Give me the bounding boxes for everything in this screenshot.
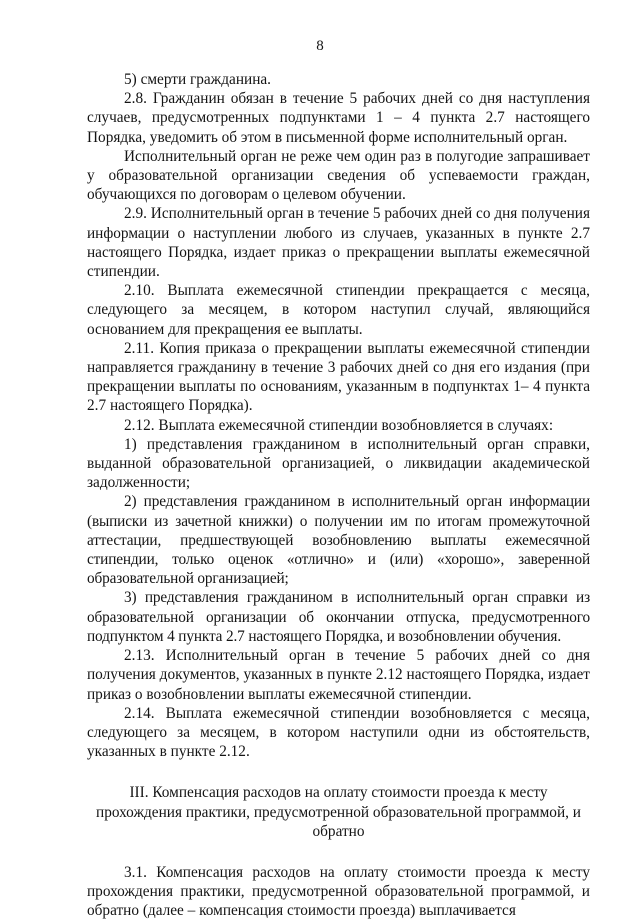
section-heading: III. Компенсация расходов на оплату стоимости проезда к месту прохождения практики, предусмотренной образовательной программой, и обратно bbox=[96, 784, 581, 840]
paragraph: 2) представления гражданином в исполнительный орган информации (выписки из зачетной книжки) о получении им по итогам промежуточной аттестации, предшествующей возобновлению выплаты ежемесячной стипендии, только оценок «отлично» и (или) «хорошо», заверенной образовательной организацией; bbox=[87, 493, 590, 588]
paragraph: 2.9. Исполнительный орган в течение 5 рабочих дней со дня получения информации о наступлении любого из случаев, указанных в пункте 2.7 настоящего Порядка, издает приказ о прекращении выплаты ежемесячной стипендии. bbox=[87, 205, 590, 281]
paragraph: 2.14. Выплата ежемесячной стипендии возобновляется с месяца, следующего за месяцем, в котором наступили одни из обстоятельств, указанных в пункте 2.12. bbox=[87, 704, 590, 761]
paragraph: 1) представления гражданином в исполнительный орган справки, выданной образовательной организацией, о ликвидации академической задолженности; bbox=[87, 435, 590, 492]
page-number: 8 bbox=[316, 38, 324, 54]
paragraph: 2.11. Копия приказа о прекращении выплаты ежемесячной стипендии направляется гражданину в течение 3 рабочих дней со дня его издания (при прекращении выплаты по основаниям, указанным в подпунктах 1– 4 пункта 2.7 настоящего Порядка). bbox=[87, 339, 590, 415]
paragraph: Исполнительный орган не реже чем один раз в полугодие запрашивает у образовательной организации сведения об успеваемости граждан, обучающихся по договорам о целевом обучении. bbox=[87, 147, 590, 204]
paragraph: 2.12. Выплата ежемесячной стипендии возобновляется в случаях: bbox=[124, 416, 554, 434]
paragraph: 2.8. Гражданин обязан в течение 5 рабочих дней со дня наступления случаев, предусмотренных подпунктами 1 – 4 пункта 2.7 настоящего Порядка, уведомить об этом в письменной форме исполнительный орган. bbox=[87, 90, 590, 146]
paragraph: 2.13. Исполнительный орган в течение 5 рабочих дней со дня получения документов, указанных в пункте 2.12 настоящего Порядка, издает приказ о возобновлении выплаты ежемесячной стипендии. bbox=[87, 647, 590, 703]
document-body bbox=[87, 70, 590, 921]
section-paragraph: 3.1. Компенсация расходов на оплату стоимости проезда к месту прохождения практики, предусмотренной образовательной программой, и обратно (далее – компенсация стоимости проезда) выплачивается bbox=[87, 863, 590, 920]
paragraph: 3) представления гражданином в исполнительный орган справки из образовательной организации об окончании отпуска, предусмотренного подпунктом 4 пункта 2.7 настоящего Порядка, и возобновлении обучения. bbox=[87, 589, 590, 645]
paragraph: 2.10. Выплата ежемесячной стипендии прекращается с месяца, следующего за месяцем, в котором наступил случай, являющийся основанием для прекращения ее выплаты. bbox=[87, 282, 590, 338]
paragraph: 5) смерти гражданина. bbox=[124, 71, 271, 88]
